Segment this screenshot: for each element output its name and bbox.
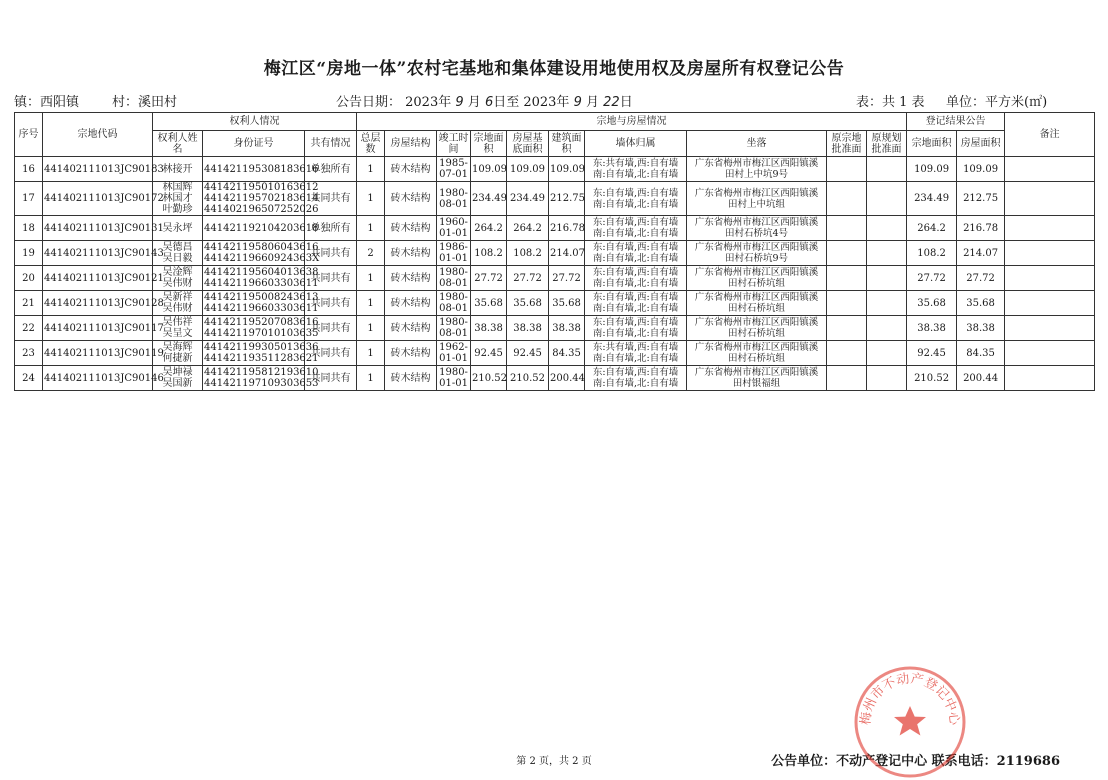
floors-cell: 1	[357, 157, 385, 182]
owner-name-line: 吴日毅	[162, 253, 193, 264]
date-end-month: 9	[573, 95, 582, 110]
structure-cell: 砖木结构	[385, 241, 437, 266]
result-land-cell: 35.68	[907, 291, 957, 316]
location-cell	[687, 182, 827, 216]
completed-line: 08-01	[439, 328, 468, 339]
land-code-cell: 441402111013JC90128	[43, 291, 153, 316]
land-area-cell: 108.2	[471, 241, 507, 266]
result-house-cell: 35.68	[957, 291, 1005, 316]
contact-line: 公告单位：不动产登记中心 联系电话：2119686	[771, 754, 1060, 769]
id-number-line: 441421196603303611	[204, 278, 319, 289]
location-cell	[687, 157, 827, 182]
result-house-cell: 216.78	[957, 216, 1005, 241]
completed-line: 01-01	[439, 353, 468, 364]
owner-name-line: 林国辉	[162, 182, 193, 193]
location-line: 田村石桥坑4号	[725, 228, 789, 239]
header-remark: 备注	[1005, 113, 1095, 157]
plan-approved-cell	[867, 341, 907, 366]
orig-approved-cell	[827, 291, 867, 316]
completed-cell	[437, 241, 471, 266]
structure-cell: 砖木结构	[385, 366, 437, 391]
land-area-cell: 38.38	[471, 316, 507, 341]
result-land-cell: 38.38	[907, 316, 957, 341]
walls-line: 东:自有墙,西:自有墙	[592, 367, 679, 378]
share-cell: 共同共有	[305, 291, 357, 316]
id-number-line: 441421193511283621	[204, 353, 319, 364]
table-row	[15, 216, 1095, 241]
seq-cell: 24	[15, 366, 43, 391]
id-number-line: 441421197109303653	[204, 378, 319, 389]
plan-approved-cell	[867, 291, 907, 316]
remark-cell	[1005, 291, 1095, 316]
seal-text: 梅州市不动产登记中心	[858, 671, 962, 726]
walls-cell	[585, 182, 687, 216]
header-result-land: 宗地面积	[907, 131, 957, 157]
build-area-cell: 216.78	[549, 216, 585, 241]
build-area-cell: 109.09	[549, 157, 585, 182]
result-house-cell: 38.38	[957, 316, 1005, 341]
owner-name-line: 吴永坪	[162, 222, 193, 234]
owner-name-line: 吴德昌	[162, 242, 193, 253]
date-start-month: 9	[455, 95, 464, 110]
land-area-cell: 234.49	[471, 182, 507, 216]
walls-line: 南:自有墙,北:自有墙	[592, 198, 679, 210]
base-area-cell: 92.45	[507, 341, 549, 366]
page-title: 梅江区“房地一体”农村宅基地和集体建设用地使用权及房屋所有权登记公告	[263, 59, 845, 79]
id-number-cell	[203, 182, 319, 216]
id-number-line: 441421195702183614	[204, 193, 319, 204]
walls-line: 南:自有墙,北:自有墙	[592, 353, 679, 364]
completed-line: 1980-	[439, 267, 468, 278]
header-structure: 房屋结构	[385, 131, 437, 157]
id-number-cell	[203, 157, 319, 182]
header-result-house: 房屋面积	[957, 131, 1005, 157]
header-walls: 墙体归属	[585, 131, 687, 157]
page-number: 第 2 页，共 2 页	[516, 756, 592, 767]
id-number-cell	[203, 241, 320, 266]
completed-cell	[437, 366, 471, 391]
walls-line: 东:自有墙,西:自有墙	[592, 317, 679, 328]
walls-line: 东:自有墙,西:自有墙	[592, 187, 679, 199]
floors-cell: 1	[357, 266, 385, 291]
town-label: 镇：西阳镇	[14, 95, 80, 110]
walls-line: 东:共有墙,西:自有墙	[592, 158, 679, 169]
plan-approved-cell	[867, 266, 907, 291]
seq-cell: 21	[15, 291, 43, 316]
result-house-cell: 200.44	[957, 366, 1005, 391]
completed-line: 1980-	[439, 317, 468, 328]
table-row	[15, 366, 1095, 391]
floors-cell: 1	[357, 366, 385, 391]
id-number-line: 441421196603303611	[204, 303, 319, 314]
completed-cell	[437, 266, 471, 291]
id-number-line: 441421195008243613	[204, 292, 319, 303]
land-code-cell: 441402111013JC90117	[43, 316, 153, 341]
remark-cell	[1005, 266, 1095, 291]
base-area-cell: 234.49	[507, 182, 549, 216]
completed-line: 1962-	[439, 342, 468, 353]
floors-cell: 1	[357, 316, 385, 341]
completed-line: 08-01	[439, 198, 468, 210]
plan-approved-cell	[867, 366, 907, 391]
walls-cell	[585, 366, 687, 391]
completed-line: 01-01	[439, 253, 468, 264]
header-seq: 序号	[15, 113, 43, 157]
official-seal	[852, 664, 968, 780]
remark-cell	[1005, 157, 1095, 182]
location-cell	[687, 291, 827, 316]
walls-line: 南:自有墙,北:自有墙	[592, 303, 679, 314]
location-line: 广东省梅州市梅江区西阳镇溪	[694, 367, 819, 378]
build-area-cell: 214.07	[549, 241, 585, 266]
owner-name-line: 叶勤珍	[162, 204, 193, 215]
table-body	[15, 157, 1095, 391]
location-cell	[687, 266, 827, 291]
header-orig-approved: 原宗地批准面	[827, 131, 867, 157]
location-line: 广东省梅州市梅江区西阳镇溪	[694, 242, 819, 253]
location-cell	[687, 316, 827, 341]
id-number-cell	[203, 216, 319, 241]
share-cell: 共同共有	[305, 241, 357, 266]
owner-name-line: 吴伟财	[162, 278, 193, 289]
completed-cell	[437, 316, 471, 341]
date-prefix: 公告日期： 2023年	[336, 95, 452, 110]
id-number-line: 441402196507252026	[204, 204, 319, 215]
owner-name-line: 吴呈文	[162, 328, 193, 339]
header-share: 共有情况	[305, 131, 357, 157]
base-area-cell: 35.68	[507, 291, 549, 316]
location-cell	[687, 241, 827, 266]
build-area-cell: 212.75	[549, 182, 585, 216]
floors-cell: 2	[357, 241, 385, 266]
owner-name-line: 吴伟财	[162, 303, 193, 314]
id-number-line: 441421195604013638	[204, 267, 319, 278]
id-number-line: 441421195308183616	[204, 163, 319, 175]
location-line: 田村银福组	[732, 378, 781, 389]
structure-cell: 砖木结构	[385, 216, 437, 241]
result-land-cell: 264.2	[907, 216, 957, 241]
land-area-cell: 27.72	[471, 266, 507, 291]
location-line: 田村上中坑9号	[725, 169, 789, 180]
owner-name-line: 吴新祥	[162, 292, 193, 303]
completed-cell	[437, 341, 471, 366]
owner-name-line: 吴伟祥	[162, 317, 193, 328]
share-cell: 共同共有	[305, 182, 357, 216]
table-row	[15, 182, 1095, 216]
location-cell	[687, 216, 827, 241]
orig-approved-cell	[827, 266, 867, 291]
registration-table	[14, 112, 1095, 391]
plan-approved-cell	[867, 216, 907, 241]
owner-name-line: 林国才	[162, 193, 193, 204]
structure-cell: 砖木结构	[385, 341, 437, 366]
result-land-cell: 92.45	[907, 341, 957, 366]
seq-cell: 22	[15, 316, 43, 341]
orig-approved-cell	[827, 366, 867, 391]
walls-line: 东:自有墙,西:自有墙	[592, 292, 679, 303]
completed-line: 01-01	[439, 378, 468, 389]
build-area-cell: 35.68	[549, 291, 585, 316]
id-number-cell	[203, 316, 319, 341]
unit-label: 单位：平方米(㎡)	[946, 95, 1048, 110]
orig-approved-cell	[827, 182, 867, 216]
build-area-cell: 84.35	[549, 341, 585, 366]
share-cell: 共同共有	[305, 316, 357, 341]
walls-line: 南:自有墙,北:自有墙	[592, 328, 679, 339]
location-line: 广东省梅州市梅江区西阳镇溪	[694, 292, 819, 303]
location-cell	[687, 366, 827, 391]
result-land-cell: 109.09	[907, 157, 957, 182]
walls-line: 南:自有墙,北:自有墙	[592, 228, 679, 239]
date-month-label-2: 月	[586, 95, 600, 110]
id-number-line: 441421195812193610	[204, 367, 319, 378]
id-number-line: 441421195806043616	[204, 242, 319, 253]
header-id: 身份证号	[203, 131, 305, 157]
structure-cell: 砖木结构	[385, 316, 437, 341]
result-house-cell: 84.35	[957, 341, 1005, 366]
floors-cell: 1	[357, 291, 385, 316]
owner-name-line: 吴坤禄	[162, 367, 193, 378]
seq-cell: 17	[15, 182, 43, 216]
seal-star-icon	[894, 706, 926, 736]
land-area-cell: 264.2	[471, 216, 507, 241]
share-cell: 单独所有	[305, 157, 357, 182]
walls-line: 东:自有墙,西:自有墙	[592, 267, 679, 278]
remark-cell	[1005, 316, 1095, 341]
location-line: 田村石桥坑9号	[725, 253, 789, 264]
land-code-cell: 441402111013JC90119	[43, 341, 153, 366]
orig-approved-cell	[827, 157, 867, 182]
result-land-cell: 27.72	[907, 266, 957, 291]
remark-cell	[1005, 241, 1095, 266]
plan-approved-cell	[867, 316, 907, 341]
owner-name-line: 何捷新	[162, 353, 193, 364]
land-area-cell: 109.09	[471, 157, 507, 182]
date-middle: 日至 2023年	[493, 95, 570, 110]
orig-approved-cell	[827, 341, 867, 366]
header-result: 登记结果公告	[907, 113, 1005, 131]
structure-cell: 砖木结构	[385, 182, 437, 216]
village-label: 村：溪田村	[112, 95, 178, 110]
location-line: 田村石桥坑组	[728, 353, 786, 364]
walls-line: 南:自有墙,北:自有墙	[592, 169, 679, 180]
id-number-line: 44142119660924363X	[204, 253, 320, 264]
orig-approved-cell	[827, 216, 867, 241]
result-land-cell: 210.52	[907, 366, 957, 391]
location-line: 田村石桥坑组	[728, 328, 786, 339]
base-area-cell: 109.09	[507, 157, 549, 182]
header-code: 宗地代码	[43, 113, 153, 157]
id-number-line: 441421192104203618	[204, 222, 319, 234]
seq-cell: 20	[15, 266, 43, 291]
floors-cell: 1	[357, 216, 385, 241]
location-line: 田村上中坑组	[728, 198, 786, 210]
base-area-cell: 108.2	[507, 241, 549, 266]
structure-cell: 砖木结构	[385, 157, 437, 182]
orig-approved-cell	[827, 241, 867, 266]
location-line: 田村石桥坑组	[728, 303, 786, 314]
walls-line: 南:自有墙,北:自有墙	[592, 253, 679, 264]
structure-cell: 砖木结构	[385, 266, 437, 291]
table-row	[15, 241, 1095, 266]
result-house-cell: 109.09	[957, 157, 1005, 182]
walls-line: 南:自有墙,北:自有墙	[592, 278, 679, 289]
id-number-cell	[203, 366, 319, 391]
completed-line: 08-01	[439, 303, 468, 314]
share-cell: 单独所有	[305, 216, 357, 241]
owner-name-line: 林接开	[162, 163, 193, 175]
orig-approved-cell	[827, 316, 867, 341]
walls-line: 东:共有墙,西:自有墙	[592, 342, 679, 353]
location-line: 广东省梅州市梅江区西阳镇溪	[694, 267, 819, 278]
date-suffix: 日	[619, 95, 633, 110]
seq-cell: 16	[15, 157, 43, 182]
remark-cell	[1005, 341, 1095, 366]
header-owner-info: 权利人情况	[153, 113, 357, 131]
header-floors: 总层数	[357, 131, 385, 157]
plan-approved-cell	[867, 182, 907, 216]
plan-approved-cell	[867, 157, 907, 182]
seq-cell: 23	[15, 341, 43, 366]
header-name: 权利人姓名	[153, 131, 203, 157]
remark-cell	[1005, 366, 1095, 391]
completed-cell	[437, 182, 471, 216]
land-area-cell: 210.52	[471, 366, 507, 391]
announcement-date	[336, 91, 633, 110]
location-line: 广东省梅州市梅江区西阳镇溪	[694, 342, 819, 353]
completed-cell	[437, 291, 471, 316]
id-number-line: 441421195010163612	[204, 182, 319, 193]
remark-cell	[1005, 182, 1095, 216]
completed-line: 1960-	[439, 217, 468, 228]
walls-line: 南:自有墙,北:自有墙	[592, 378, 679, 389]
header-plan-approved: 原规划批准面	[867, 131, 907, 157]
walls-line: 东:自有墙,西:自有墙	[592, 242, 679, 253]
id-number-line: 441421199305013636	[204, 342, 319, 353]
date-month-label: 月	[467, 95, 481, 110]
land-area-cell: 35.68	[471, 291, 507, 316]
id-number-line: 441421197010103635	[204, 328, 319, 339]
date-start-day: 6	[484, 95, 494, 110]
build-area-cell: 27.72	[549, 266, 585, 291]
location-line: 广东省梅州市梅江区西阳镇溪	[694, 158, 819, 169]
floors-cell: 1	[357, 182, 385, 216]
completed-cell	[437, 216, 471, 241]
share-cell: 共同共有	[305, 266, 357, 291]
result-land-cell: 234.49	[907, 182, 957, 216]
result-house-cell: 214.07	[957, 241, 1005, 266]
base-area-cell: 27.72	[507, 266, 549, 291]
owner-name-line: 吴淦辉	[162, 267, 193, 278]
completed-line: 07-01	[439, 169, 468, 180]
share-cell: 共同共有	[305, 341, 357, 366]
owner-name-line: 吴国新	[162, 378, 193, 389]
build-area-cell: 200.44	[549, 366, 585, 391]
location-cell	[687, 341, 827, 366]
structure-cell: 砖木结构	[385, 291, 437, 316]
header-location: 坐落	[687, 131, 827, 157]
header-base-area: 房屋基底面积	[507, 131, 549, 157]
land-code-cell: 441402111013JC90121	[43, 266, 153, 291]
id-number-cell	[203, 291, 319, 316]
walls-cell	[585, 157, 687, 182]
walls-cell	[585, 266, 687, 291]
completed-line: 1986-	[439, 242, 468, 253]
completed-line: 1985-	[439, 158, 468, 169]
table-row	[15, 157, 1095, 182]
location-line: 田村石桥坑组	[728, 278, 786, 289]
walls-cell	[585, 241, 687, 266]
completed-cell	[437, 157, 471, 182]
land-code-cell: 441402111013JC90143	[43, 241, 153, 266]
walls-cell	[585, 291, 687, 316]
completed-line: 01-01	[439, 228, 468, 239]
walls-line: 东:自有墙,西:自有墙	[592, 217, 679, 228]
header-build-area: 建筑面积	[549, 131, 585, 157]
seq-cell: 19	[15, 241, 43, 266]
walls-cell	[585, 216, 687, 241]
table-row	[15, 291, 1095, 316]
base-area-cell: 38.38	[507, 316, 549, 341]
completed-line: 08-01	[439, 278, 468, 289]
id-number-cell	[203, 341, 319, 366]
result-land-cell: 108.2	[907, 241, 957, 266]
header-completed: 竣工时间	[438, 132, 469, 155]
base-area-cell: 264.2	[507, 216, 549, 241]
build-area-cell: 38.38	[549, 316, 585, 341]
share-cell: 共同共有	[305, 366, 357, 391]
id-number-cell	[203, 266, 319, 291]
table-row	[15, 341, 1095, 366]
table-count: 表：共 1 表	[856, 95, 925, 110]
result-house-cell: 27.72	[957, 266, 1005, 291]
land-code-cell: 441402111013JC90131	[43, 216, 153, 241]
result-house-cell: 212.75	[957, 182, 1005, 216]
table-row	[15, 266, 1095, 291]
id-number-line: 441421195207083616	[204, 317, 319, 328]
table-row	[15, 316, 1095, 341]
completed-line: 1980-	[439, 187, 468, 199]
date-end-day: 22	[603, 95, 620, 110]
owner-name-line: 吴海辉	[162, 342, 193, 353]
remark-cell	[1005, 216, 1095, 241]
walls-cell	[585, 316, 687, 341]
land-code-cell: 441402111013JC90183	[43, 157, 153, 182]
walls-cell	[585, 341, 687, 366]
base-area-cell: 210.52	[507, 366, 549, 391]
seq-cell: 18	[15, 216, 43, 241]
location-line: 广东省梅州市梅江区西阳镇溪	[694, 317, 819, 328]
location-line: 广东省梅州市梅江区西阳镇溪	[694, 217, 819, 228]
land-code-cell: 441402111013JC90172	[43, 182, 153, 216]
floors-cell: 1	[357, 341, 385, 366]
location-line: 广东省梅州市梅江区西阳镇溪	[694, 187, 819, 199]
land-area-cell: 92.45	[471, 341, 507, 366]
completed-line: 1980-	[439, 367, 468, 378]
header-land-info: 宗地与房屋情况	[357, 113, 907, 131]
plan-approved-cell	[867, 241, 907, 266]
completed-line: 1980-	[439, 292, 468, 303]
land-code-cell: 441402111013JC90146	[43, 366, 153, 391]
header-land-area: 宗地面积	[471, 131, 507, 157]
